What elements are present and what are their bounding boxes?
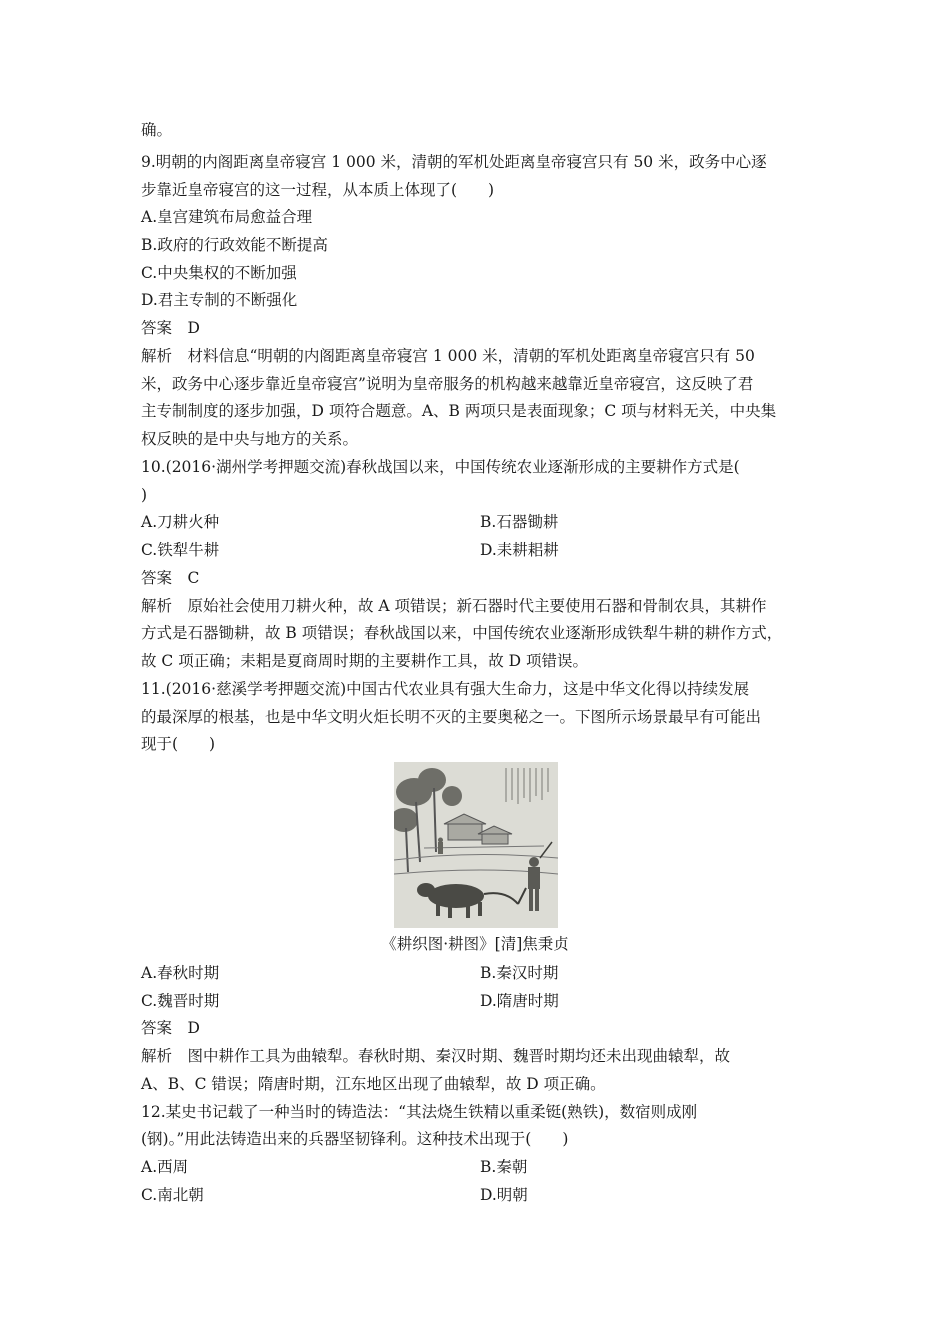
q12-option-a: A.西周 xyxy=(141,1158,189,1176)
q9-option-d: D.君主专制的不断强化 xyxy=(141,291,298,309)
question-11-stem-cont: 的最深厚的根基，也是中华文明火炬长明不灭的主要奥秘之一。下图所示场景最早有可能出 xyxy=(141,708,762,726)
farming-painting-image xyxy=(394,762,558,928)
q10-explanation: 故 C 项正确；耒耜是夏商周时期的主要耕作工具，故 D 项错误。 xyxy=(141,652,588,670)
q10-option-d: D.耒耕耜耕 xyxy=(480,541,559,559)
q9-explanation: 解析 材料信息“明朝的内阁距离皇帝寝宫 1 000 米，清朝的军机处距离皇帝寝宫只有 50 xyxy=(141,347,755,365)
question-10-stem: 10.(2016·湖州学考押题交流)春秋战国以来，中国传统农业逐渐形成的主要耕作方式是( xyxy=(141,458,740,476)
q9-option-c: C.中央集权的不断加强 xyxy=(141,264,297,282)
q12-option-c: C.南北朝 xyxy=(141,1186,204,1204)
question-10-stem-cont: ) xyxy=(141,486,148,504)
q9-explanation: 米，政务中心逐步靠近皇帝寝宫”说明为皇帝服务的机构越来越靠近皇帝寝宫，这反映了君 xyxy=(141,375,754,393)
question-12-stem: 12.某史书记载了一种当时的铸造法：“其法烧生铁精以重柔铤(熟铁)，数宿则成刚 xyxy=(141,1103,698,1121)
q11-explanation: 解析 图中耕作工具为曲辕犁。春秋时期、秦汉时期、魏晋时期均还未出现曲辕犁，故 xyxy=(141,1047,731,1065)
q12-option-b: B.秦朝 xyxy=(480,1158,528,1176)
q9-option-a: A.皇宫建筑布局愈益合理 xyxy=(141,208,313,226)
question-12-stem-cont: (钢)。”用此法铸造出来的兵器坚韧锋利。这种技术出现于( ) xyxy=(141,1130,569,1148)
question-11-stem-cont: 现于( ) xyxy=(141,735,216,753)
q11-option-c: C.魏晋时期 xyxy=(141,992,220,1010)
q10-option-a: A.刀耕火种 xyxy=(141,513,220,531)
q11-option-a: A.春秋时期 xyxy=(141,964,220,982)
question-9-stem: 9.明朝的内阁距离皇帝寝宫 1 000 米，清朝的军机处距离皇帝寝宫只有 50 米，政务中心逐 xyxy=(141,153,767,171)
q9-explanation: 主专制制度的逐步加强，D 项符合题意。A、B 两项只是表面现象；C 项与材料无关，中央集 xyxy=(141,402,777,420)
q9-answer: 答案 D xyxy=(141,319,200,337)
q10-explanation: 解析 原始社会使用刀耕火种，故 A 项错误；新石器时代主要使用石器和骨制农具，其耕作 xyxy=(141,597,767,615)
q11-explanation: A、B、C 错误；隋唐时期，江东地区出现了曲辕犁，故 D 项正确。 xyxy=(141,1075,606,1093)
q11-answer: 答案 D xyxy=(141,1019,200,1037)
text-line: 确。 xyxy=(141,121,173,139)
q10-answer: 答案 C xyxy=(141,569,200,587)
figure-caption: 《耕织图·耕图》[清]焦秉贞 xyxy=(381,935,569,953)
q9-explanation: 权反映的是中央与地方的关系。 xyxy=(141,430,359,448)
q9-option-b: B.政府的行政效能不断提高 xyxy=(141,236,328,254)
q11-option-d: D.隋唐时期 xyxy=(480,992,559,1010)
q11-option-b: B.秦汉时期 xyxy=(480,964,559,982)
q10-option-b: B.石器锄耕 xyxy=(480,513,559,531)
q12-option-d: D.明朝 xyxy=(480,1186,528,1204)
q10-option-c: C.铁犁牛耕 xyxy=(141,541,220,559)
question-9-stem-cont: 步靠近皇帝寝宫的这一过程，从本质上体现了( ) xyxy=(141,181,495,199)
question-11-stem: 11.(2016·慈溪学考押题交流)中国古代农业具有强大生命力，这是中华文化得以持续发展 xyxy=(141,680,750,698)
q10-explanation: 方式是石器锄耕，故 B 项错误；春秋战国以来，中国传统农业逐渐形成铁犁牛耕的耕作方式， xyxy=(141,624,783,642)
